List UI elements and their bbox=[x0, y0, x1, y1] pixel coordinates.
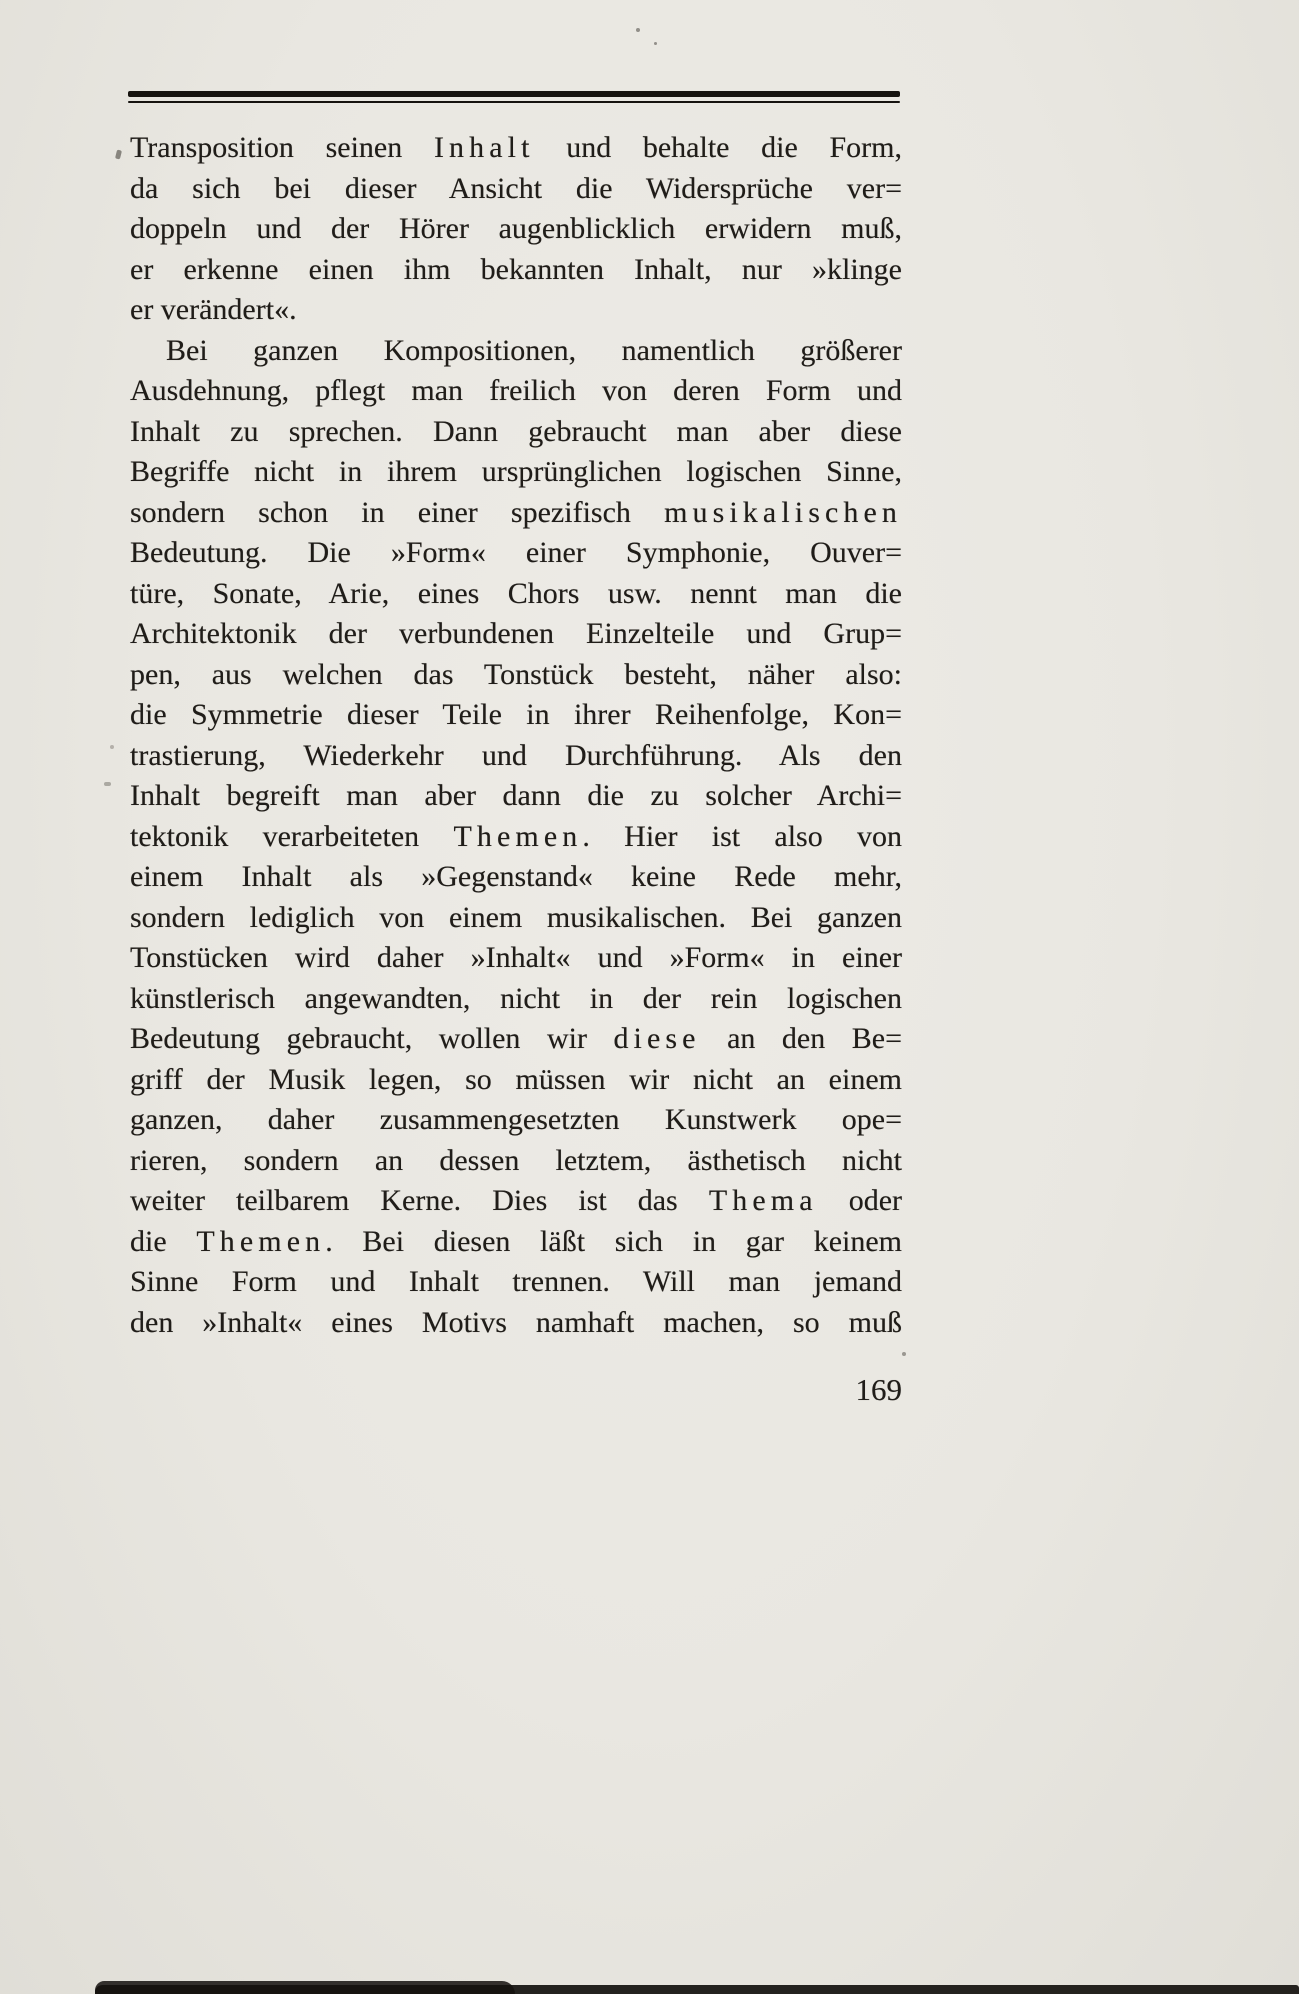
text-line: Architektonik der verbundenen Einzelteile und Grup= bbox=[130, 617, 902, 650]
scan-speck bbox=[110, 745, 114, 749]
text-line: rieren, sondern an dessen letztem, ästhetisch nicht bbox=[130, 1143, 902, 1177]
paragraph bbox=[130, 331, 902, 1344]
text-line: Bedeutung. Die »Form« einer Symphonie, Ouver= bbox=[130, 536, 902, 569]
text-line: ganzen, daher zusammengesetzten Kunstwerk ope= bbox=[130, 1103, 902, 1136]
text-line: sondern lediglich von einem musikalischen. Bei ganzen bbox=[130, 900, 902, 934]
text-line: pen, aus welchen das Tonstück besteht, näher also: bbox=[130, 657, 902, 691]
text-line: da sich bei dieser Ansicht die Widersprüche ver= bbox=[130, 171, 902, 205]
text-line: künstlerisch angewandten, nicht in der rein logischen bbox=[130, 981, 902, 1015]
text-line: er verändert«. bbox=[130, 293, 297, 326]
text-line: Ausdehnung, pflegt man freilich von deren Form und bbox=[130, 374, 902, 407]
text-line: Inhalt begreift man aber dann die zu solcher Archi= bbox=[130, 779, 902, 812]
scan-edge-artifact bbox=[95, 1985, 1299, 1994]
text-line: einem Inhalt als »Gegenstand« keine Rede mehr, bbox=[130, 860, 902, 893]
text-line: Bedeutung gebraucht, wollen wir diese an den Be= bbox=[130, 1022, 903, 1055]
text-line: die Themen. Bei diesen läßt sich in gar keinem bbox=[130, 1224, 902, 1258]
text-line: die Symmetrie dieser Teile in ihrer Reihenfolge, Kon= bbox=[130, 698, 902, 731]
scan-speck bbox=[115, 150, 122, 160]
text-line: trastierung, Wiederkehr und Durchführung. Als den bbox=[130, 738, 902, 772]
scan-speck bbox=[654, 42, 657, 45]
text-line: weiter teilbarem Kerne. Dies ist das Thema oder bbox=[130, 1184, 902, 1217]
letterspaced-word: Thema bbox=[708, 1184, 818, 1217]
text-line: Inhalt zu sprechen. Dann gebraucht man aber diese bbox=[130, 414, 902, 448]
text-line: doppeln und der Hörer augenblicklich erwidern muß, bbox=[130, 212, 902, 245]
text-line: sondern schon in einer spezifisch musikalischen bbox=[130, 495, 902, 529]
text-block bbox=[130, 128, 902, 1343]
rule-thin bbox=[128, 101, 900, 103]
letterspaced-word: Themen bbox=[453, 819, 583, 853]
letterspaced-word: Inhalt bbox=[433, 131, 535, 164]
letterspaced-word: musikalischen bbox=[664, 495, 902, 529]
top-double-rule bbox=[128, 91, 900, 103]
text-line: Bei ganzen Kompositionen, namentlich größerer bbox=[166, 333, 902, 367]
letterspaced-word: Themen bbox=[196, 1224, 326, 1258]
scan-speck bbox=[636, 28, 640, 32]
text-line: Sinne Form und Inhalt trennen. Will man jemand bbox=[130, 1265, 902, 1298]
rule-thick bbox=[128, 91, 900, 97]
text-line: türe, Sonate, Arie, eines Chors usw. nennt man die bbox=[130, 576, 902, 610]
text-line: Transposition seinen Inhalt und behalte die Form, bbox=[130, 131, 903, 164]
text-line: den »Inhalt« eines Motivs namhaft machen, so muß bbox=[130, 1305, 902, 1339]
scan-speck bbox=[104, 782, 111, 786]
text-line: tektonik verarbeiteten Themen. Hier ist also von bbox=[130, 819, 902, 853]
letterspaced-word: diese bbox=[613, 1022, 701, 1055]
text-line: er erkenne einen ihm bekannten Inhalt, nur »klinge bbox=[130, 252, 902, 286]
text-line: Tonstücken wird daher »Inhalt« und »Form« in einer bbox=[130, 941, 902, 974]
page-number: 169 bbox=[855, 1372, 902, 1407]
scan-speck bbox=[902, 1352, 906, 1356]
paragraph bbox=[130, 128, 902, 331]
text-line: Begriffe nicht in ihrem ursprünglichen logischen Sinne, bbox=[130, 455, 902, 488]
text-line: griff der Musik legen, so müssen wir nicht an einem bbox=[130, 1062, 902, 1096]
